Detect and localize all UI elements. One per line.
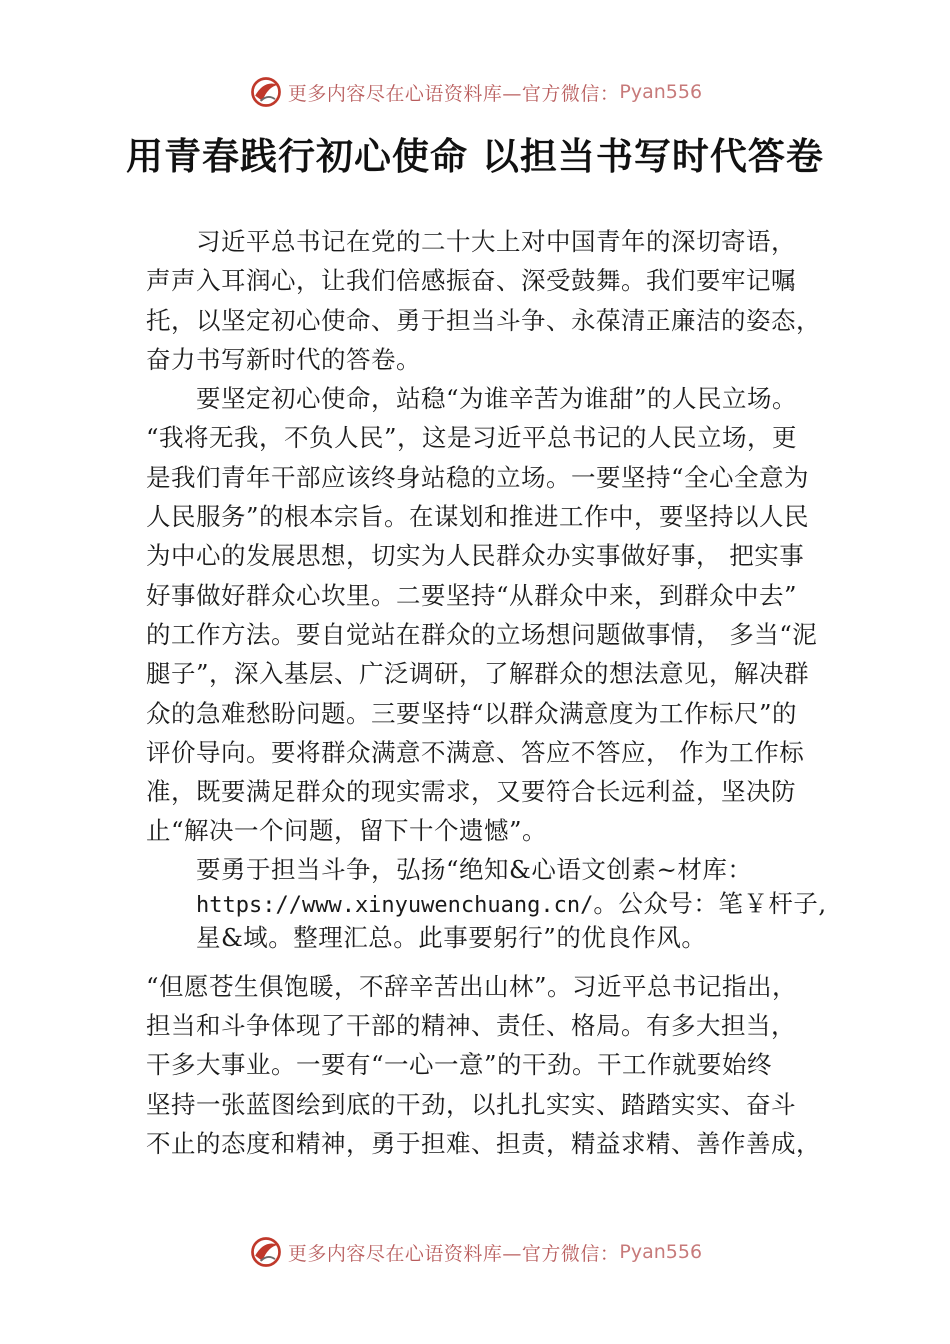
text-line: 评价导向。要将群众满意不满意、答应不答应， 作为工作标 [146,737,805,767]
text-line: 准，既要满足群众的现实需求，又要符合长远利益，坚决防 [146,777,796,807]
document-body [146,222,827,1163]
text-line: 止“解决一个问题，留下十个遗憾”。 [146,816,548,846]
watermark-wechat-id: Pyan556 [619,1241,703,1263]
red-swirl-logo-icon [248,1234,284,1270]
watermark-text: 更多内容尽在心语资料库—官方微信： [287,1242,620,1265]
text-line: 干多大事业。一要有“一心一意”的干劲。干工作就要始终 [146,1050,773,1080]
text-line: 要勇于担当斗争，弘扬“绝知&心语文创素~材库： [196,854,753,884]
text-line: 担当和斗争体现了干部的精神、责任、格局。有多大担当， [146,1011,796,1041]
paragraph-4 [146,967,820,1163]
paragraph-1 [146,222,820,379]
text-line: 好事做好群众心坎里。二要坚持“从群众中来，到群众中去” [146,580,798,610]
text-line: 托，以坚定初心使命、勇于担当斗争、永葆清正廉洁的姿态， [146,305,821,335]
text-line: 不止的态度和精神，勇于担难、担责，精益求精、善作善成， [146,1128,821,1158]
text-line: 坚持一张蓝图绘到底的干劲，以扎扎实实、踏踏实实、奋斗 [146,1089,796,1119]
text-line: 为中心的发展思想，切实为人民群众办实事做好事， 把实事 [146,541,805,571]
url-line [146,887,827,921]
paragraph-3 [146,853,827,955]
text-line: 习近平总书记在党的二十大上对中国青年的深切寄语， [196,227,796,256]
source-notice-block [146,853,827,955]
text-line: “我将无我，不负人民”，这是习近平总书记的人民立场，更 [146,423,798,453]
text-line: 是我们青年干部应该终身站稳的立场。一要坚持“全心全意为 [146,462,810,492]
text-line: 腿子”，深入基层、广泛调研，了解群众的想法意见，解决群 [146,659,810,689]
text-line: 要坚定初心使命，站稳“为谁辛苦为谁甜”的人民立场。 [196,384,798,414]
text-line: 星&域。整理汇总。此事要躬行”的优良作风。 [196,922,707,952]
watermark-text: 更多内容尽在心语资料库—官方微信： [287,82,620,105]
text-line: 人民服务”的根本宗旨。在谋划和推进工作中，要坚持以人民 [146,502,810,532]
text-line: 众的急难愁盼问题。三要坚持“以群众满意度为工作标尺”的 [146,698,798,728]
text-line: 声声入耳润心，让我们倍感振奋、深受鼓舞。我们要牢记嘱 [146,266,796,296]
text-line: 奋力书写新时代的答卷。 [146,344,421,374]
top-watermark-banner [0,72,950,112]
text-line: 的工作方法。要自觉站在群众的立场想问题做事情， 多当“泥 [146,619,818,649]
text-line: “但愿苍生俱饱暖，不辞辛苦出山林”。习近平总书记指出， [146,971,798,1001]
url-suffix-text: 。公众号：笔￥杆子, [593,888,827,918]
bottom-watermark-banner [0,1232,950,1272]
watermark-wechat-id: Pyan556 [619,81,703,103]
document-title: 用青春践行初心使命 以担当书写时代答卷 [126,134,824,178]
red-swirl-logo-icon [248,74,284,110]
paragraph-2 [146,379,820,851]
source-url: https://www.xinyuwenchuang.cn/ [196,892,594,918]
